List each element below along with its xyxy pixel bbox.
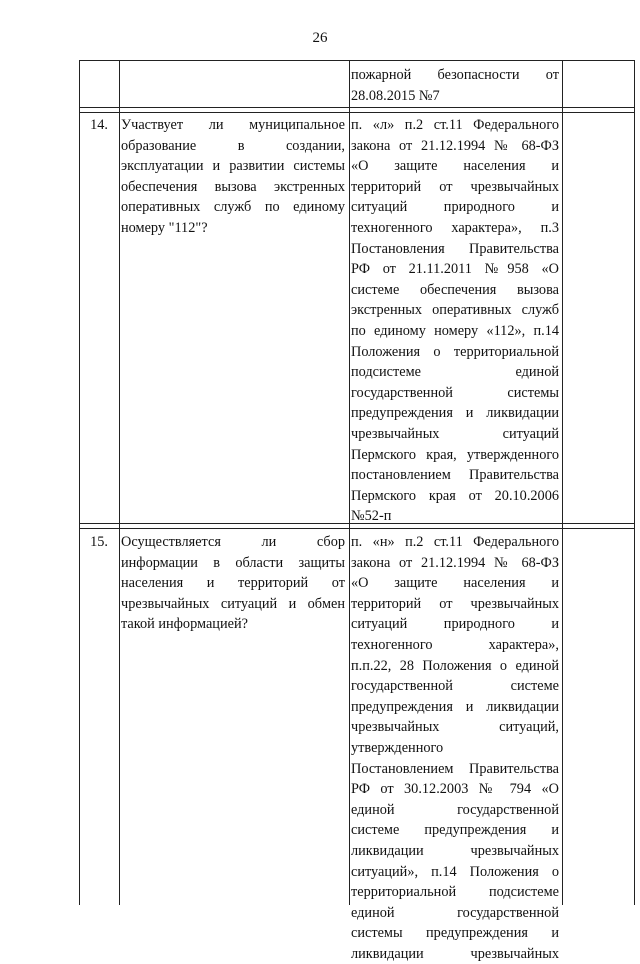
question-line: Участвует ли муниципальное	[121, 117, 345, 133]
law-line: системы предупреждения и	[351, 925, 559, 942]
question-15	[121, 532, 345, 635]
law-line: техногенного характера»,	[351, 636, 559, 653]
question-line: чрезвычайных ситуаций и обмен	[121, 595, 345, 612]
law-line: государственной системы	[351, 384, 559, 401]
law-line: Пермского края от 20.10.2006	[351, 487, 559, 504]
law-line: п.п.22, 28 Положения о единой	[351, 657, 559, 674]
question-line: обеспечения вызова экстренных	[121, 178, 345, 195]
law-line: единой государственной	[351, 904, 559, 921]
table-divider-question	[349, 60, 350, 905]
law-line: системе обеспечения вызова	[351, 281, 559, 298]
question-line: номеру "112"?	[121, 219, 208, 236]
question-line: информации в области защиты	[121, 554, 345, 571]
question-line: населения и территорий от	[121, 575, 345, 592]
law-line: единой государственной	[351, 801, 559, 818]
table-border-top	[79, 60, 635, 61]
law-line: закона от 21.12.1994 № 68-ФЗ	[351, 554, 559, 571]
law-line: №52-п	[351, 508, 392, 525]
law-line: РФ от 30.12.2003 № 794 «О	[351, 781, 559, 798]
law-reference-15	[351, 532, 559, 964]
page-number: 26	[312, 30, 328, 46]
row-divider-14	[79, 107, 635, 108]
law-line: «О защите населения и	[351, 575, 559, 592]
table-border-left	[79, 60, 80, 905]
law-line: РФ от 21.11.2011 №958 «О	[351, 261, 559, 278]
law-line: ситуаций природного и	[351, 199, 559, 216]
checklist-table	[79, 60, 635, 962]
law-line: ситуаций природного и	[351, 616, 559, 633]
row-divider-14-inner	[79, 112, 635, 113]
law-line: территорий от чрезвычайных	[351, 178, 559, 195]
law-line: Постановлением Правительства	[351, 760, 559, 777]
row-number-14: 14.	[90, 117, 108, 133]
law-line: территорий от чрезвычайных	[351, 595, 559, 612]
law-line: пожарной безопасности от	[351, 67, 559, 83]
law-line: экстренных оперативных служб	[351, 302, 559, 319]
law-line: «О защите населения и	[351, 158, 559, 175]
law-line: постановлением Правительства	[351, 467, 559, 484]
law-line: предупреждения и ликвидации	[351, 405, 559, 422]
law-line: по единому номеру «112», п.14	[351, 322, 559, 339]
question-line: оперативных служб по единому	[121, 199, 345, 216]
row-number-15: 15.	[90, 534, 108, 550]
law-line: закона от 21.12.1994 № 68-ФЗ	[351, 137, 559, 154]
law-line: ситуаций», п.14 Положения о	[351, 863, 559, 880]
law-line: п. «л» п.2 ст.11 Федерального	[351, 117, 559, 133]
law-line: ликвидации чрезвычайных	[351, 842, 559, 859]
law-line: ликвидации чрезвычайных	[351, 945, 559, 962]
table-divider-num	[119, 60, 120, 905]
law-line: чрезвычайных ситуаций	[351, 425, 559, 442]
row-divider-15-inner	[79, 528, 635, 529]
table-border-right	[634, 60, 635, 905]
question-line: эксплуатации и развитии системы	[121, 158, 345, 175]
question-line: такой информацией?	[121, 616, 248, 633]
law-line: техногенного характера», п.3	[351, 219, 559, 236]
law-line: территориальной подсистеме	[351, 884, 559, 901]
law-line: 28.08.2015 №7	[351, 87, 440, 104]
law-line: утвержденного	[351, 739, 444, 756]
law-line: системе предупреждения и	[351, 822, 559, 839]
law-line: государственной системе	[351, 678, 559, 695]
question-line: Осуществляется ли сбор	[121, 534, 345, 550]
law-reference-continued	[351, 65, 559, 106]
table-divider-law	[562, 60, 563, 905]
law-line: Пермского края, утвержденного	[351, 446, 559, 463]
law-line: Постановления Правительства	[351, 240, 559, 257]
question-14	[121, 115, 345, 239]
law-line: Положения о территориальной	[351, 343, 559, 360]
law-line: предупреждения и ликвидации	[351, 698, 559, 715]
law-line: п. «н» п.2 ст.11 Федерального	[351, 534, 559, 550]
question-line: образование в создании,	[121, 137, 345, 154]
law-reference-14	[351, 115, 559, 527]
law-line: подсистеме единой	[351, 364, 559, 381]
law-line: чрезвычайных ситуаций,	[351, 719, 559, 736]
